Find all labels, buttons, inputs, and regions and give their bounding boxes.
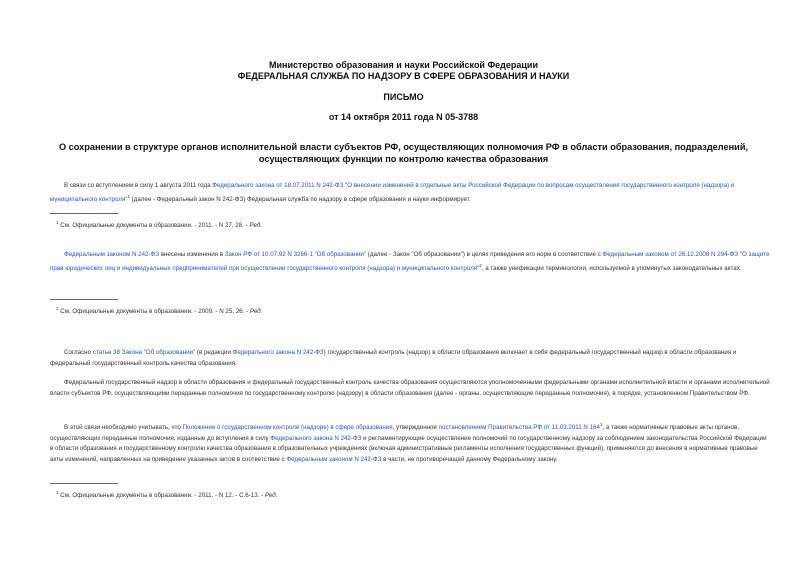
paragraph-text: Согласно: [64, 349, 93, 356]
paragraph-text: ) государственный контроль (надзор) в области образования включает в себя федеральный государственный надзор в области образования и федеральный государственный контроль качества образования.: [50, 349, 737, 367]
paragraph-3: [50, 348, 770, 369]
footnote-divider: [50, 213, 118, 214]
link-federal-law-242[interactable]: Федерального закона от 18.07.2011 N 242-ФЗ "О внесении изменений в отдельные акты Российской Федерации по вопросам осуществления государственного контроля (надзора) и муниципального контроля": [50, 182, 735, 203]
link-federal-law-242[interactable]: Федерального закона N 242-ФЗ: [270, 434, 362, 442]
paragraph-text: Федеральный государственный надзор в области образования и федеральный государственный контроль качества образования осуществляются уполномоченными федеральными органами исполнительной власти и органами исполнительной власти субъектов РФ, осуществляющими переданные полномочия по государственному контролю (надзору) в области образования (далее - органы, осуществляющие переданные полномочия), в порядке, установленном Правительством РФ.: [50, 379, 770, 397]
document-date-number: от 14 октября 2011 года N 05-3788: [328, 112, 479, 122]
document-title-line-1: О сохранении в структуре органов исполнительной власти субъектов РФ, осуществляющих полномочия РФ в области образования, подразделений,: [58, 142, 749, 152]
link-federal-law-242[interactable]: Федеральным законом N 242-ФЗ: [64, 251, 159, 258]
paragraph-text: В связи со вступлением в силу 1 августа 2011 года: [64, 182, 213, 189]
document-type: ПИСЬМО: [383, 92, 424, 102]
link-federal-law-242[interactable]: Федерального закона N 242-ФЗ: [232, 349, 324, 356]
footnote-text: См. Официальные документы в образовании. - 2009. - N 25, 26. -: [60, 308, 250, 316]
footnote-divider: [50, 483, 118, 484]
paragraph-text: (далее - Закон "Об образовании") в целях приведения его норм в соответствие с: [366, 251, 603, 258]
document-title: [40, 141, 767, 165]
link-education-law[interactable]: Закон РФ от 10.07.92 N 3266-1 "Об образовании": [224, 251, 367, 258]
footnote-mark: 1: [56, 220, 59, 225]
paragraph-text: (в редакции: [195, 349, 233, 356]
footnote-editor: Ред.: [264, 492, 278, 500]
footnote-text: См. Официальные документы в образовании. - 2011. - N 12. - С.6-13. -: [60, 492, 265, 500]
footnote-text: См. Официальные документы в образовании. - 2011. - N 27, 28. -: [60, 222, 250, 230]
paragraph-5: [50, 420, 770, 465]
link-article-38[interactable]: статье 38 Закона "Об образовании": [92, 349, 196, 356]
paragraph-text: и регламентирующие осуществление полномочий по государственному надзору за соблюдением законодательства Российской Федерации в области образования и государственному контролю качества образования в образовательных учреждениях (включая административные регламенты исполнения государственных функций), применяются до внесения в нормативные правовые акты изменений, направленных на приведение указанных актов в соответствие с: [50, 434, 767, 463]
footnote-3: [56, 488, 277, 501]
paragraph-text: внесены изменения в: [158, 251, 225, 258]
footnote-ref[interactable]: 1: [599, 422, 603, 427]
paragraph-text: , а также нормативные правовые акты органов, осуществляющих переданные полномочия, изданные до вступления в силу: [50, 424, 740, 442]
footnote-editor: Ред.: [249, 222, 262, 230]
document-title-line-2: осуществляющих функции по контролю качества образования: [258, 154, 549, 164]
paragraph-text: , утвержденное: [392, 424, 439, 432]
link-government-decree-164[interactable]: постановлением Правительства РФ от 11.03.2011 N 164: [438, 424, 600, 432]
paragraph-1: [50, 181, 770, 205]
paragraph-text: В этой связи необходимо учитывать, что: [64, 424, 183, 432]
paragraph-4: [50, 378, 770, 399]
link-federal-law-294[interactable]: Федеральным законом от 26.12.2008 N 294-ФЗ "О защите прав юридических лиц и индивидуальных предпринимателей при осуществлении государственного контроля (надзора) и муниципального контроля": [50, 251, 770, 272]
footnote-mark: 1: [56, 490, 59, 495]
footnote-1: [56, 218, 262, 231]
service-name: ФЕДЕРАЛЬНАЯ СЛУЖБА ПО НАДЗОРУ В СФЕРЕ ОБРАЗОВАНИЯ И НАУКИ: [237, 71, 570, 81]
link-federal-law-242[interactable]: Федеральным законом N 242-ФЗ: [286, 455, 382, 463]
paragraph-text: (далее - Федеральный закон N 242-ФЗ) Федеральная служба по надзору в сфере образования и науки информирует.: [129, 195, 471, 203]
paragraph-text: , а также унификации терминологии, используемой в упомянутых законодательных актах.: [481, 264, 742, 272]
paragraph-text: в части, не противоречащей данному Федеральному закону.: [381, 455, 558, 463]
footnote-ref[interactable]: 2: [479, 262, 482, 268]
footnote-editor: Ред.: [249, 308, 263, 316]
footnote-mark: 2: [56, 306, 59, 311]
paragraph-2: [50, 250, 770, 274]
footnote-2: [56, 304, 262, 317]
link-regulation-control[interactable]: Положение о государственном контроле (надзоре) в сфере образования: [182, 424, 393, 432]
footnote-ref[interactable]: 1: [127, 193, 130, 199]
footnote-divider: [50, 299, 118, 300]
ministry-name: Министерство образования и науки Российской Федерации: [269, 60, 538, 70]
